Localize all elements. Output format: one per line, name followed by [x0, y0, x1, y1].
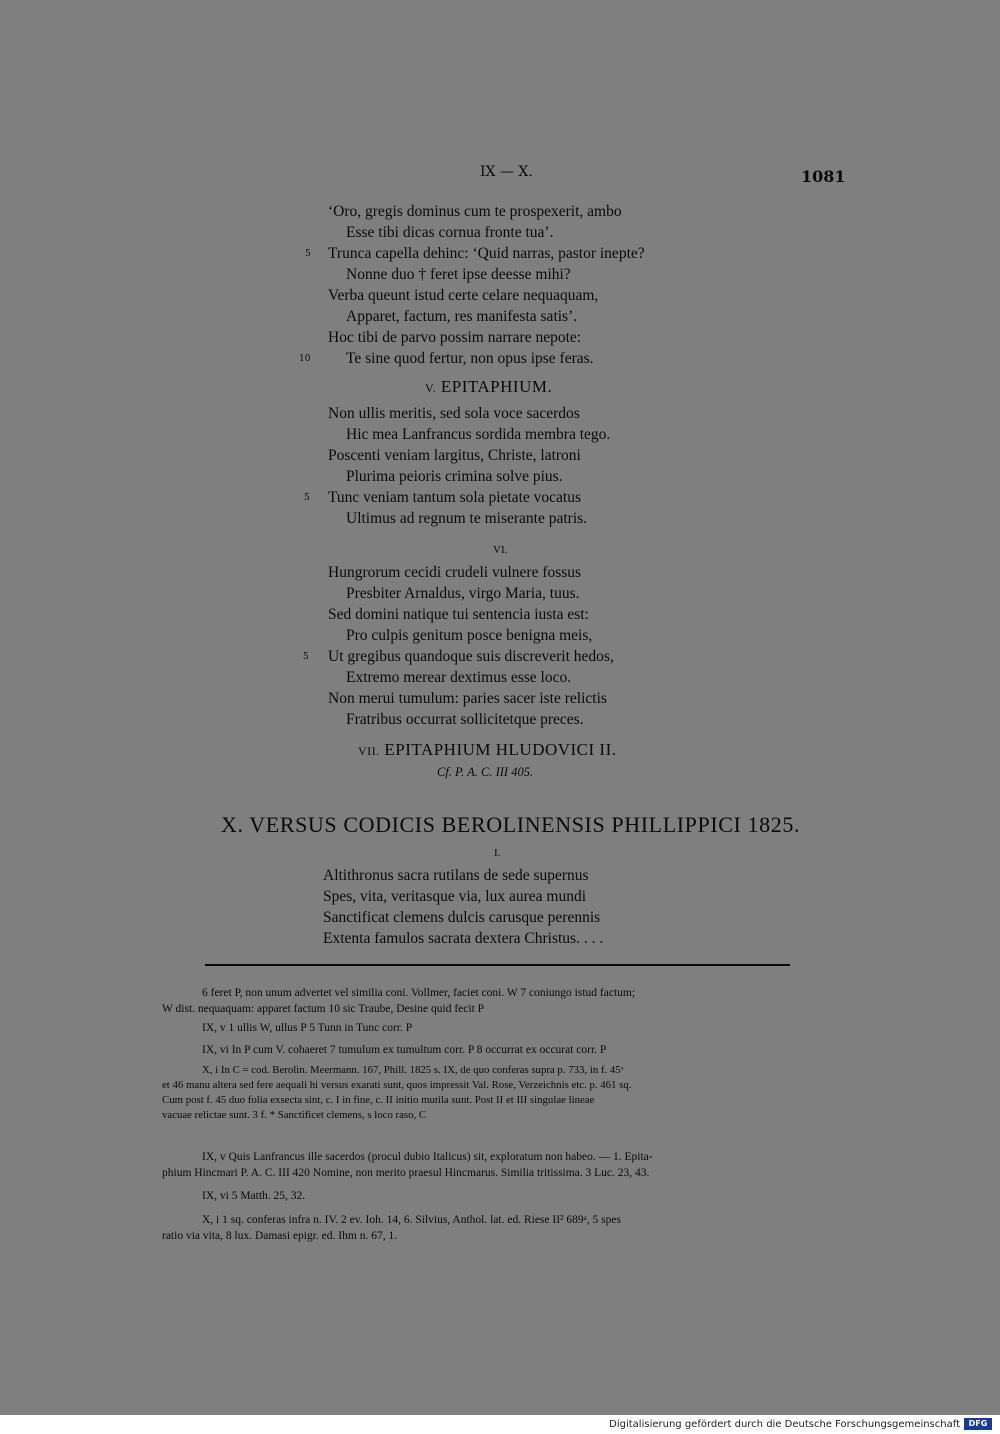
- note-line: phium Hincmari P. A. C. III 420 Nomine, non merito praesul Hincmarus. Similia tritissima. 3 Luc. 23, 43.: [162, 1166, 650, 1179]
- section-numeral: VII.: [358, 744, 380, 758]
- note-line: vacuae relictae sunt. 3 f. * Sanctificet clemens, s loco raso, C: [162, 1109, 427, 1121]
- note-line: X, i 1 sq. conferas infra n. IV. 2 ev. Ioh. 14, 6. Silvius, Anthol. lat. ed. Riese II² 689ᵃ, 5 spes: [202, 1214, 621, 1226]
- verse-line: Altithronus sacra rutilans de sede supernus: [323, 867, 589, 884]
- note-line: X, i In C = cod. Berolin. Meermann. 167, Phill. 1825 s. IX, de quo conferas supra p. 733, in f. 45ᵛ: [202, 1064, 624, 1076]
- line-number: 5: [305, 249, 311, 259]
- verse-line: Sed domini natique tui sentencia iusta est:: [328, 606, 589, 623]
- verse-line: Poscenti veniam largitus, Christe, latroni: [328, 447, 581, 464]
- footnote-divider: [205, 964, 790, 966]
- section-title: EPITAPHIUM HLUDOVICI II.: [384, 740, 617, 759]
- page-number: 1081: [801, 167, 846, 186]
- section-numeral: V.: [425, 381, 437, 395]
- verse-line: Sanctificat clemens dulcis carusque perennis: [323, 909, 601, 926]
- verse-line: Extenta famulos sacrata dextera Christus. . . .: [323, 930, 604, 947]
- commentary-note: [162, 1213, 838, 1244]
- verse-line: Ut gregibus quandoque suis discreverit hedos,: [328, 648, 614, 665]
- verse-line: Trunca capella dehinc: ‘Quid narras, pastor inepte?: [328, 245, 645, 262]
- verse-line: ‘Oro, gregis dominus cum te prospexerit, ambo: [328, 203, 622, 220]
- chapter-title: X. VERSUS CODICIS BEROLINENSIS PHILLIPPICI 1825.: [221, 812, 801, 837]
- verse-line: Hic mea Lanfrancus sordida membra tego.: [346, 426, 611, 443]
- verse-line: Ultimus ad regnum te miserante patris.: [346, 510, 588, 527]
- section-numeral-x-i: I.: [494, 847, 501, 859]
- verse-line: Non ullis meritis, sed sola voce sacerdos: [328, 405, 580, 422]
- verse-line: Pro culpis genitum posce benigna meis,: [346, 627, 593, 644]
- dfg-logo-icon: DFG: [964, 1418, 992, 1430]
- verse-line: Fratribus occurrat sollicitetque preces.: [346, 711, 584, 728]
- section-numeral-vi: VI.: [493, 544, 508, 556]
- verse-line: Plurima peioris crimina solve pius.: [346, 468, 563, 485]
- apparatus-note: [162, 1043, 838, 1059]
- funding-notice: Digitalisierung gefördert durch die Deutsche Forschungsgemeinschaft: [609, 1419, 960, 1430]
- line-number: 5: [304, 493, 310, 503]
- note-line: IX, v Quis Lanfrancus ille sacerdos (procul dubio Italicus) sit, exploratum non habeo. — 1. Epita-: [202, 1151, 653, 1163]
- verse-line: Presbiter Arnaldus, virgo Maria, tuus.: [346, 585, 580, 602]
- verse-line: Esse tibi dicas cornua fronte tua’.: [346, 224, 554, 241]
- verse-line: Tunc veniam tantum sola pietate vocatus: [328, 489, 581, 506]
- verse-line: Hungrorum cecidi crudeli vulnere fossus: [328, 564, 582, 581]
- line-number: 5: [303, 652, 309, 662]
- line-number: 10: [299, 354, 311, 364]
- verse-line: Verba queunt istud certe celare nequaquam,: [328, 287, 599, 304]
- apparatus-note: [162, 986, 838, 1017]
- note-line: W dist. nequaquam: apparet factum 10 sic Traube, Desine quid fecit P: [162, 1002, 485, 1015]
- note-line: et 46 manu altera sed fere aequali hi versus exarati sunt, quos impressit Val. Rose, Verzeichnis etc. p. 461 sq.: [162, 1079, 632, 1091]
- verse-line: Spes, vita, veritasque via, lux aurea mundi: [323, 888, 587, 905]
- note-line: IX, vi In P cum V. cohaeret 7 tumulum ex tumultum corr. P 8 occurrat ex occurat corr. P: [202, 1044, 607, 1056]
- verse-line: Hoc tibi de parvo possim narrare nepote:: [328, 329, 582, 346]
- verse-line: Apparet, factum, res manifesta satis’.: [346, 308, 578, 325]
- verse-line: Extremo merear dextimus esse loco.: [346, 669, 572, 686]
- note-line: Cum post f. 45 duo folia exsecta sint, c. I in fine, c. II initio mutila sunt. Post II et III singulae lineae: [162, 1094, 595, 1106]
- section-heading-v: [425, 377, 552, 397]
- section-heading-vii: [358, 740, 617, 760]
- digitization-footer: [0, 1415, 1000, 1434]
- verse-line: Te sine quod fertur, non opus ipse feras.: [346, 350, 594, 367]
- apparatus-note: [162, 1021, 838, 1037]
- commentary-note: [162, 1189, 838, 1205]
- apparatus-note: [162, 1063, 838, 1123]
- cross-reference: Cf. P. A. C. III 405.: [437, 765, 534, 779]
- verse-line: Nonne duo † feret ipse deesse mihi?: [346, 266, 571, 283]
- commentary-note: [162, 1150, 838, 1181]
- note-line: 6 feret P, non unum advertet vel similia coni. Vollmer, faciet coni. W 7 coniungo istud factum;: [202, 987, 636, 999]
- running-title: IX — X.: [480, 164, 533, 180]
- note-line: ratio via vita, 8 lux. Damasi epigr. ed. Ihm n. 67, 1.: [162, 1229, 398, 1242]
- note-line: IX, vi 5 Matth. 25, 32.: [202, 1190, 306, 1202]
- verse-line: Non merui tumulum: paries sacer iste relictis: [328, 690, 607, 707]
- section-title: EPITAPHIUM.: [440, 377, 553, 396]
- note-line: IX, v 1 ullis W, ullus P 5 Tunn in Tunc corr. P: [202, 1022, 413, 1034]
